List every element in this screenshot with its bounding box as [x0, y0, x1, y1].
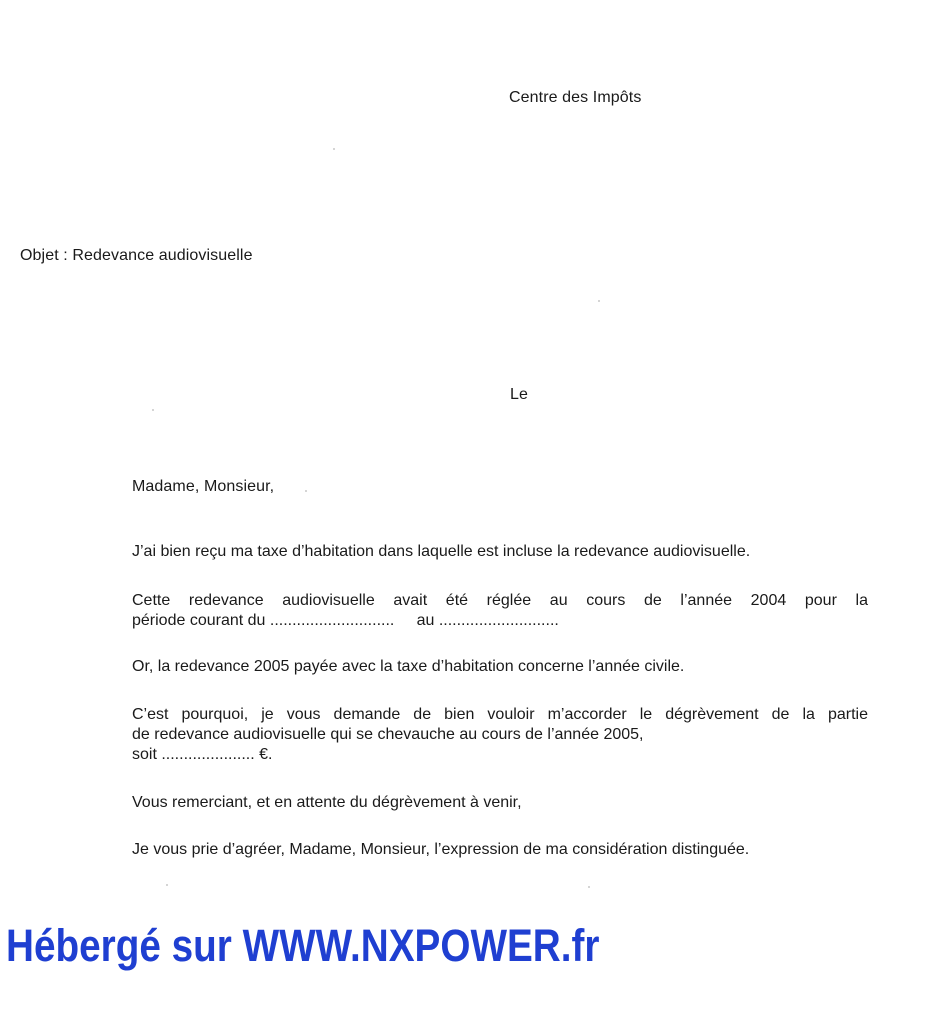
hosting-watermark: Hébergé sur WWW.NXPOWER.fr	[6, 920, 600, 971]
scan-speck	[588, 886, 590, 888]
paragraph-line: C’est pourquoi, je vous demande de bien vouloir m’accorder le dégrèvement de la partie	[132, 706, 868, 723]
paragraph-line: de redevance audiovisuelle qui se chevauche au cours de l’année 2005,	[132, 726, 644, 743]
paragraph-line: Je vous prie d’agréer, Madame, Monsieur, l’expression de ma considération distinguée.	[132, 841, 750, 858]
scan-speck	[333, 148, 335, 150]
paragraph-request	[132, 705, 868, 765]
scan-speck	[305, 490, 307, 492]
paragraph-line: Or, la redevance 2005 payée avec la taxe d’habitation concerne l’année civile.	[132, 658, 685, 675]
paragraph-receipt	[132, 542, 868, 562]
paragraph-line: J’ai bien reçu ma taxe d’habitation dans laquelle est incluse la redevance audiovisuelle.	[132, 543, 751, 560]
scan-speck	[598, 300, 600, 302]
amount-fill-in-line: soit ..................... €.	[132, 746, 273, 763]
scan-speck	[152, 409, 154, 411]
paragraph-closing	[132, 840, 868, 860]
scan-speck	[166, 884, 168, 886]
paragraph-civil-year	[132, 657, 868, 677]
date-label: Le	[510, 386, 528, 403]
subject-line: Objet : Redevance audiovisuelle	[20, 247, 253, 264]
paragraph-line: Cette redevance audiovisuelle avait été réglée au cours de l’année 2004 pour la	[132, 592, 868, 609]
salutation: Madame, Monsieur,	[132, 478, 275, 495]
recipient-address: Centre des Impôts	[509, 89, 642, 106]
paragraph-thanks	[132, 793, 868, 813]
period-fill-in-line: période courant du ............................ au ...........................	[132, 612, 559, 629]
paragraph-previous-payment	[132, 591, 868, 631]
paragraph-line: Vous remerciant, et en attente du dégrèvement à venir,	[132, 794, 522, 811]
